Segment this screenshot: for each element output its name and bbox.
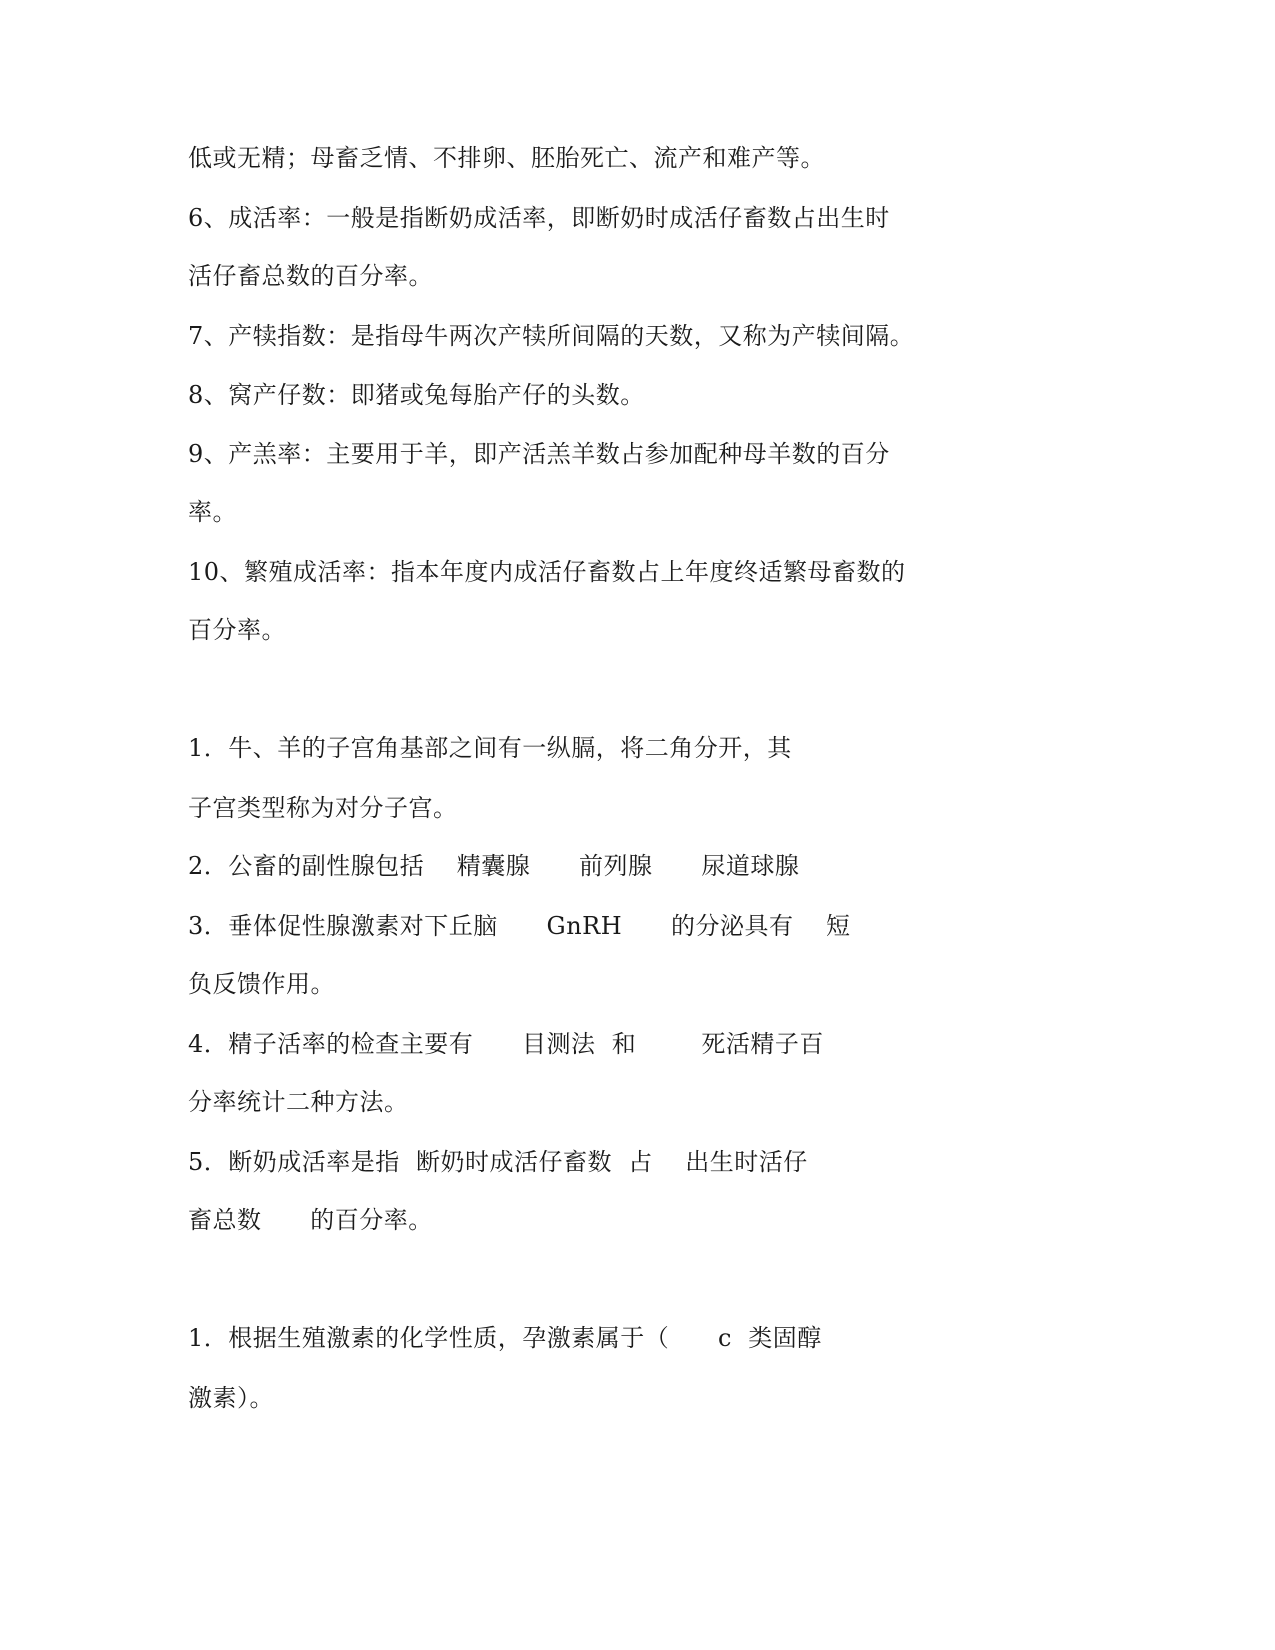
text-line: 5．断奶成活率是指 断奶时成活仔畜数 占 出生时活仔 <box>188 1148 808 1176</box>
text-line: 3．垂体促性腺激素对下丘脑 GnRH 的分泌具有 短 <box>188 912 851 940</box>
text-line: 4．精子活率的检查主要有 目测法 和 死活精子百 <box>188 1030 824 1058</box>
text-line: 活仔畜总数的百分率。 <box>188 262 433 290</box>
text-line: 分率统计二种方法。 <box>188 1088 409 1116</box>
text-line: 子宫类型称为对分子宫。 <box>188 794 458 822</box>
text-line: 9、产羔率：主要用于羊，即产活羔羊数占参加配种母羊数的百分 <box>188 440 890 468</box>
text-line: 激素）。 <box>188 1384 274 1412</box>
text-line: 1．根据生殖激素的化学性质，孕激素属于（ c 类固醇 <box>188 1324 822 1352</box>
text-line: 1．牛、羊的子宫角基部之间有一纵膈，将二角分开，其 <box>188 734 792 762</box>
text-line: 8、窝产仔数：即猪或兔每胎产仔的头数。 <box>188 381 645 409</box>
text-line: 畜总数 的百分率。 <box>188 1206 433 1234</box>
text-line: 7、产犊指数：是指母牛两次产犊所间隔的天数，又称为产犊间隔。 <box>188 322 915 350</box>
text-line: 低或无精；母畜乏情、不排卵、胚胎死亡、流产和难产等。 <box>188 144 825 172</box>
text-line: 百分率。 <box>188 616 286 644</box>
text-line: 6、成活率：一般是指断奶成活率，即断奶时成活仔畜数占出生时 <box>188 204 890 232</box>
text-line: 2．公畜的副性腺包括 精囊腺 前列腺 尿道球腺 <box>188 852 800 880</box>
text-line: 负反馈作用。 <box>188 970 335 998</box>
text-line: 率。 <box>188 498 237 526</box>
text-line: 10、繁殖成活率：指本年度内成活仔畜数占上年度终适繁母畜数的 <box>188 558 906 586</box>
